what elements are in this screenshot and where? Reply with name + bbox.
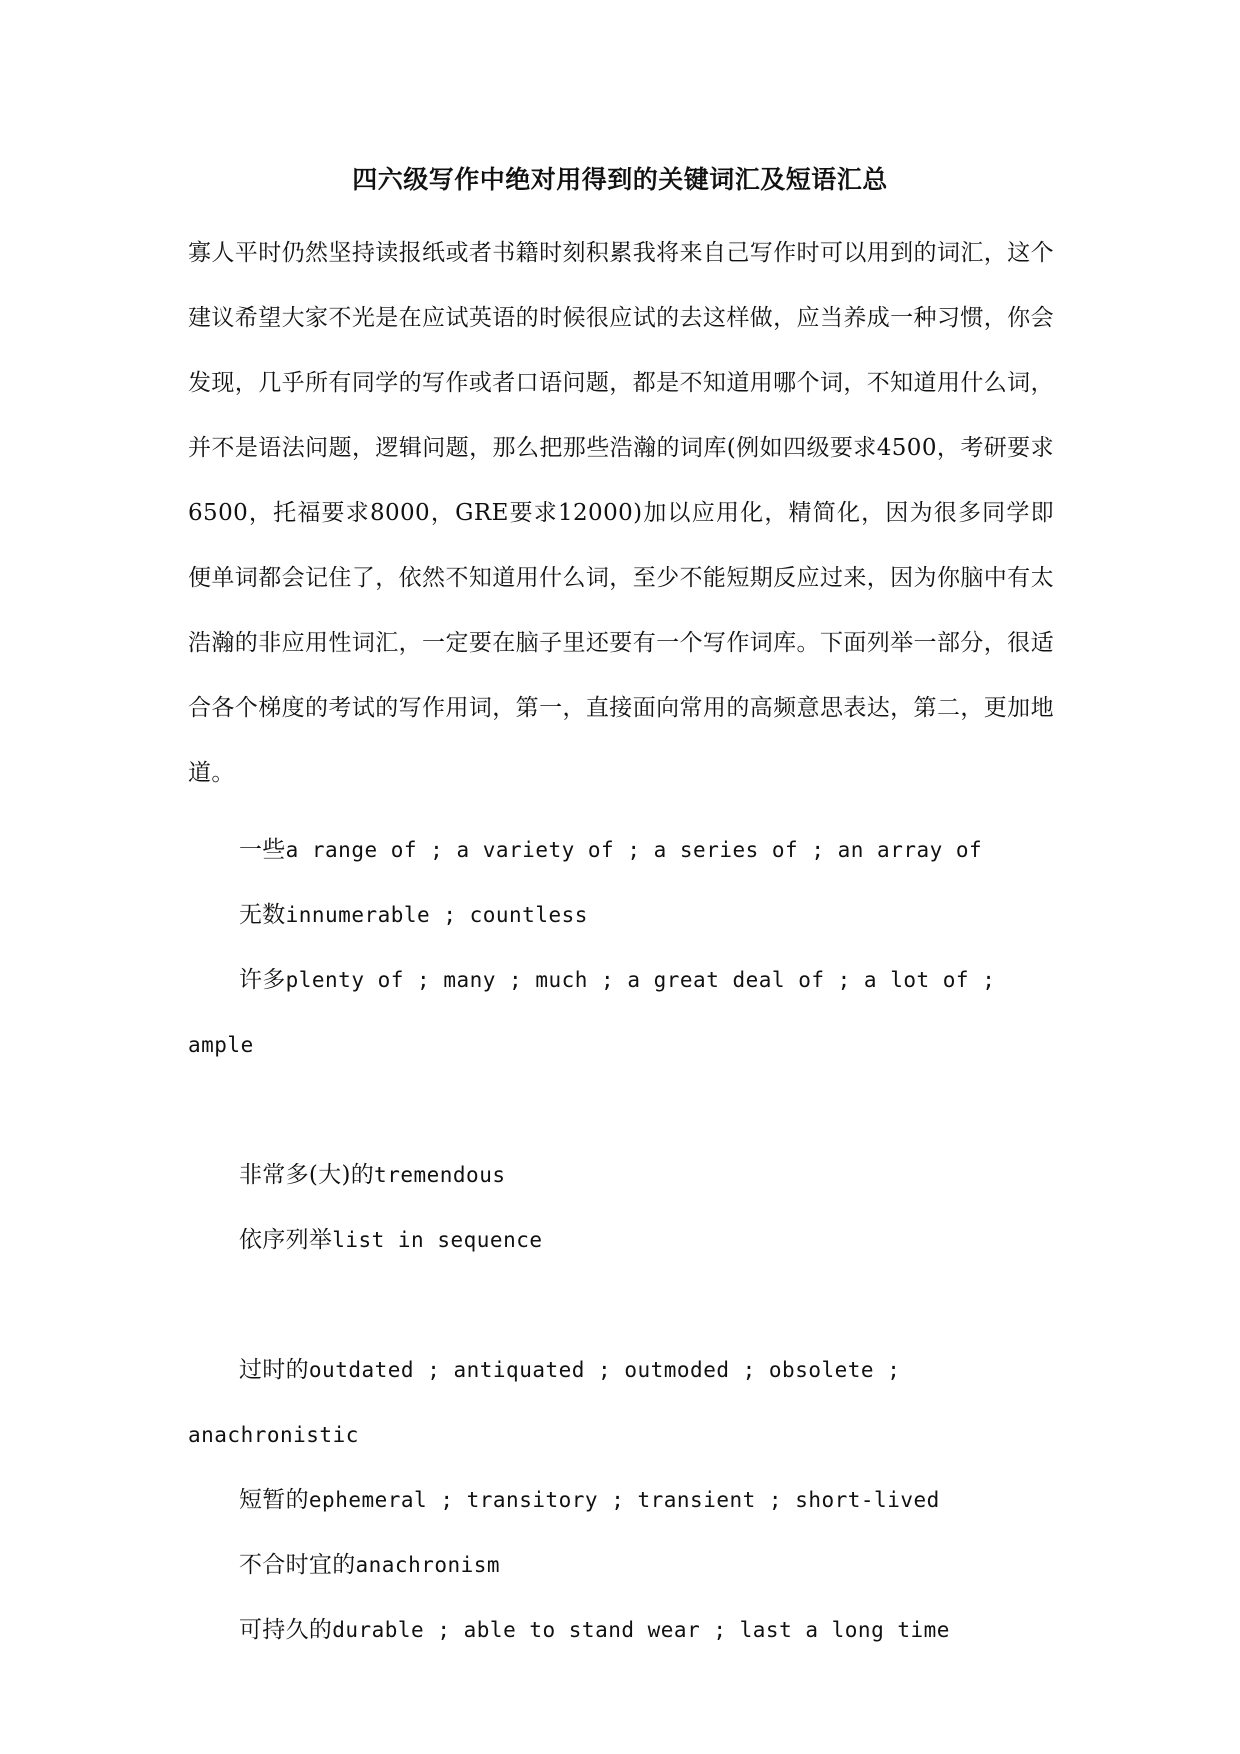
vocab-english: tremendous: [374, 1163, 506, 1187]
vocab-chinese: 过时的: [239, 1357, 309, 1383]
vocab-chinese: 短暂的: [239, 1487, 309, 1513]
document-title: 四六级写作中绝对用得到的关键词汇及短语汇总: [352, 165, 888, 194]
vocab-chinese: 许多: [239, 967, 286, 993]
vocab-english: anachronism: [355, 1553, 501, 1577]
vocab-item: [188, 1143, 1054, 1208]
vocab-chinese: 非常多(大)的: [239, 1162, 375, 1188]
vocab-english: outdated ; antiquated ; outmoded ; obsolete ; anachronistic: [188, 1358, 901, 1447]
vocab-english: durable ; able to stand wear ; last a long time: [332, 1618, 950, 1642]
vocab-chinese: 无数: [239, 902, 286, 928]
vocab-item: [188, 1208, 1054, 1273]
vocab-chinese: 不合时宜的: [239, 1552, 356, 1578]
vocab-item: [188, 1338, 1054, 1468]
vocab-item: [188, 1598, 1054, 1663]
vocab-english: ephemeral ; transitory ; transient ; short-lived: [308, 1488, 940, 1512]
vocab-item: [188, 883, 1054, 948]
vocab-chinese: 依序列举: [239, 1227, 333, 1253]
intro-paragraph: 寡人平时仍然坚持读报纸或者书籍时刻积累我将来自己写作时可以用到的词汇，这个建议希望大家不光是在应试英语的时候很应试的去这样做，应当养成一种习惯，你会发现，几乎所有同学的写作或者口语问题，都是不知道用哪个词，不知道用什么词，并不是语法问题，逻辑问题，那么把那些浩瀚的词库(例如四级要求4500，考研要求6500，托福要求8000，GRE要求12000)加以应用化，精简化，因为很多同学即便单词都会记住了，依然不知道用什么词，至少不能短期反应过来，因为你脑中有太浩瀚的非应用性词汇，一定要在脑子里还要有一个写作词库。下面列举一部分，很适合各个梯度的考试的写作用词，第一，直接面向常用的高频意思表达，第二，更加地道。: [188, 240, 1054, 786]
vocab-english: plenty of ; many ; much ; a great deal of ; a lot of ; ample: [188, 968, 996, 1057]
vocab-chinese: 一些: [239, 837, 286, 863]
vocab-item: [188, 948, 1054, 1078]
vocab-english: list in sequence: [332, 1228, 543, 1252]
vocab-chinese: 可持久的: [239, 1617, 333, 1643]
vocab-item: [188, 1468, 1054, 1533]
vocab-english: a range of ; a variety of ; a series of ; an array of: [285, 838, 983, 862]
vocab-list: [188, 818, 1054, 1663]
vocab-item: [188, 1533, 1054, 1598]
vocab-item: [188, 818, 1054, 883]
vocab-english: innumerable ; countless: [285, 903, 588, 927]
